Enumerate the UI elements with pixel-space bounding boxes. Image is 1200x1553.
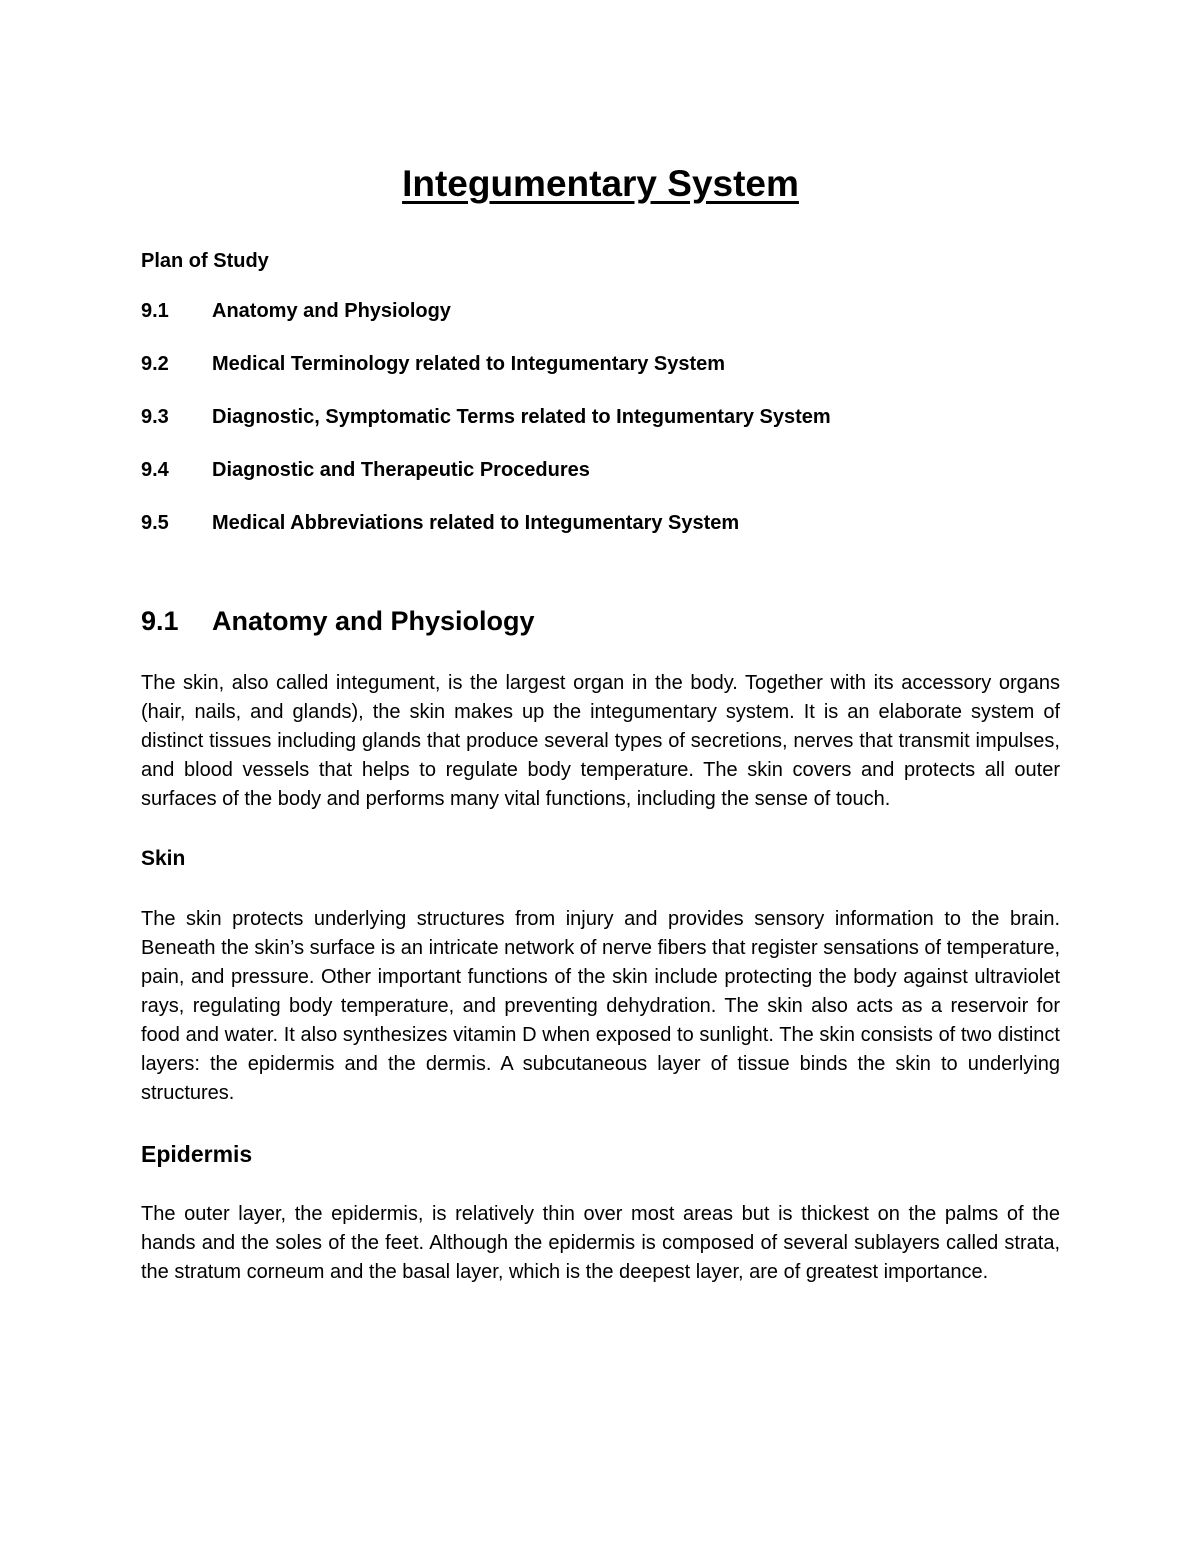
- plan-item-label: Anatomy and Physiology: [212, 300, 451, 322]
- epidermis-heading: Epidermis: [141, 1141, 253, 1167]
- plan-item-label: Medical Terminology related to Integumentary System: [212, 353, 726, 375]
- plan-item-label: Diagnostic and Therapeutic Procedures: [212, 459, 590, 481]
- plan-of-study-list: [141, 298, 1060, 536]
- intro-paragraph: The skin, also called integument, is the largest organ in the body. Together with its accessory organs (hair, nails, and glands), the skin makes up the integumentary system. It is an elaborate system of distinct tissues including glands that produce several types of secretions, nerves that transmit impulses, and blood vessels that helps to regulate body temperature. The skin covers and protects all outer surfaces of the body and performs many vital functions, including the sense of touch.: [141, 672, 1060, 810]
- section-title: Anatomy and Physiology: [212, 606, 535, 636]
- plan-item-9-2: [141, 351, 1060, 377]
- section-number: 9.1: [141, 606, 179, 636]
- plan-item-number: 9.4: [141, 459, 169, 481]
- plan-of-study-heading: Plan of Study: [141, 250, 269, 272]
- plan-item-label: Diagnostic, Symptomatic Terms related to Integumentary System: [212, 406, 831, 428]
- plan-item-9-4: [141, 457, 1060, 483]
- document-title: Integumentary System: [402, 163, 799, 204]
- plan-item-label: Medical Abbreviations related to Integumentary System: [212, 512, 740, 534]
- plan-item-number: 9.3: [141, 406, 169, 428]
- section-heading-9-1: [141, 603, 1060, 639]
- plan-item-number: 9.2: [141, 353, 169, 375]
- plan-item-9-5: [141, 510, 1060, 536]
- plan-item-number: 9.5: [141, 512, 169, 534]
- skin-paragraph: The skin protects underlying structures from injury and provides sensory information to the brain. Beneath the skin’s surface is an intricate network of nerve fibers that register sensations of temperature, pain, and pressure. Other important functions of the skin include protecting the body against ultraviolet rays, regulating body temperature, and preventing dehydration. The skin also acts as a reservoir for food and water. It also synthesizes vitamin D when exposed to sunlight. The skin consists of two distinct layers: the epidermis and the dermis. A subcutaneous layer of tissue binds the skin to underlying structures.: [141, 908, 1060, 1104]
- plan-item-9-3: [141, 404, 1060, 430]
- epidermis-paragraph: The outer layer, the epidermis, is relatively thin over most areas but is thickest on the palms of the hands and the soles of the feet. Although the epidermis is composed of several sublayers called strata, the stratum corneum and the basal layer, which is the deepest layer, are of greatest importance.: [141, 1203, 1060, 1283]
- plan-item-9-1: [141, 298, 1060, 324]
- skin-heading: Skin: [141, 847, 186, 870]
- plan-item-number: 9.1: [141, 300, 169, 322]
